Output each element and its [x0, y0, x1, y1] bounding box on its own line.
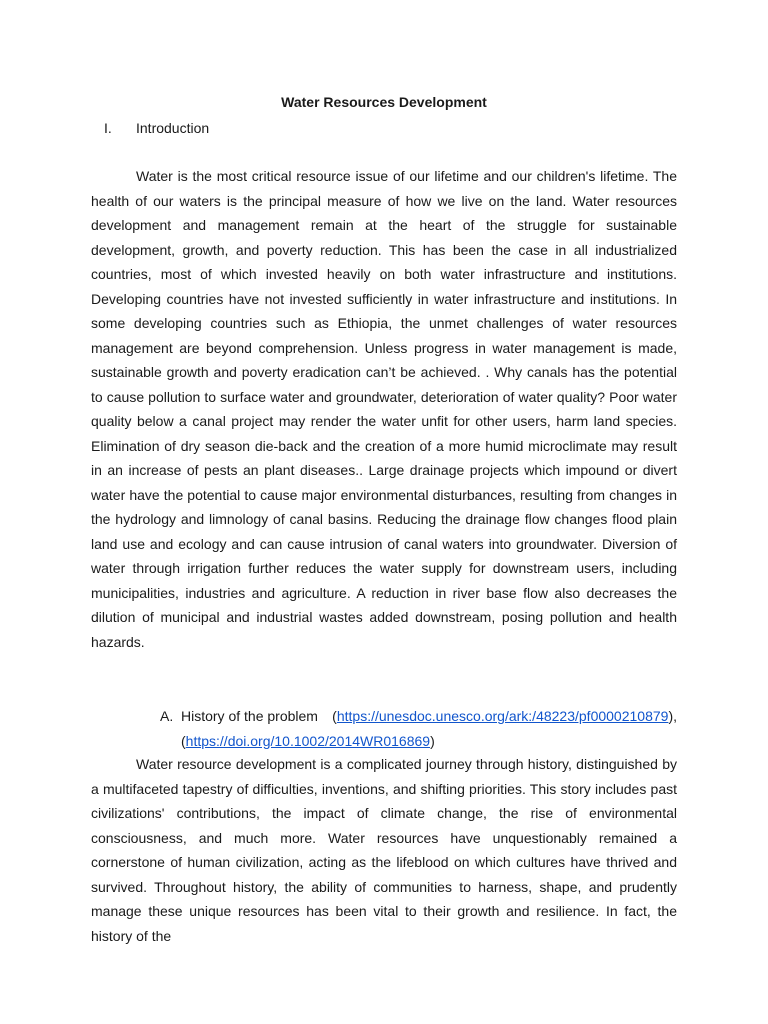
subsection-letter: A. — [160, 708, 174, 724]
section-number: I. — [104, 120, 112, 136]
section-title: Introduction — [136, 120, 210, 136]
history-paragraph: Water resource development is a complicated journey through history, distinguished by a multifaceted tapestry of difficulties, inventions, and shifting priorities. This story includes past civilizations' contributions, the impact of climate change, the rise of environmental consciousness, and much more. Water resources have unquestionably remained a cornerstone of human civilization, acting as the lifeblood on which cultures have thrived and survived. Throughout history, the ability of communities to harness, shape, and prudently manage these unique resources has been vital to their growth and resilience. In fact, the history of the — [91, 756, 677, 944]
subsection-title: History of the problem — [181, 708, 318, 724]
unesco-link[interactable]: https://unesdoc.unesco.org/ark:/48223/pf0000210879 — [336, 708, 669, 724]
intro-paragraph: Water is the most critical resource issue of our lifetime and our children's lifetime. The health of our waters is the principal measure of how we live on the land. Water resources development and management remain at the heart of the struggle for sustainable development, growth, and poverty reduction. This has been the case in all industrialized countries, most of which invested heavily on both water infrastructure and institutions. Developing countries have not invested sufficiently in water infrastructure and institutions. In some developing countries such as Ethiopia, the unmet challenges of water resources management are beyond comprehension. Unless progress in water management is made, sustainable growth and poverty eradication can’t be achieved. . Why canals has the potential to cause pollution to surface water and groundwater, deterioration of water quality? Poor water quality below a canal project may render the water unfit for other users, harm land species. Elimination of dry season die-back and the creation of a more humid microclimate may result in an increase of pests an plant diseases.. Large drainage projects which impound or divert water have the potential to cause major environmental disturbances, resulting from changes in the hydrology and limnology of canal basins. Reducing the drainage flow changes flood plain land use and ecology and can cause intrusion of canal waters into groundwater. Diversion of water through irrigation further reduces the water supply for downstream users, including municipalities, industries and agriculture. A reduction in river base flow also decreases the dilution of municipal and industrial wastes added downstream, posing pollution and health hazards. — [91, 168, 677, 650]
section-heading — [104, 119, 209, 137]
document-title: Water Resources Development — [281, 94, 487, 110]
subsection-heading: A. History of the problem (https://unesdoc.unesco.org/ark:/48223/pf0000210879), (https://doi.org/10.1002/2014WR016869) — [160, 704, 677, 753]
doi-link[interactable]: https://doi.org/10.1002/2014WR016869 — [185, 732, 431, 749]
